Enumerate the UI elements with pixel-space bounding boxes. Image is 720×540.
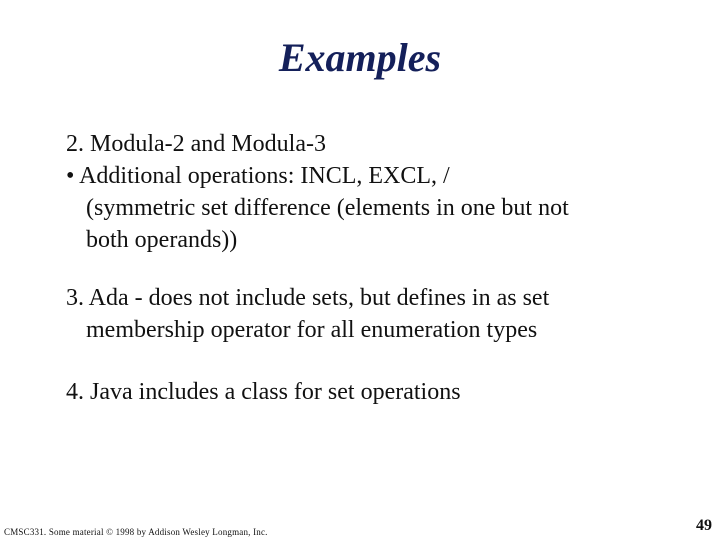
page-number: 49 [696, 517, 712, 534]
item-java-line1: 4. Java includes a class for set operations [66, 379, 461, 405]
item-modula-heading: 2. Modula-2 and Modula-3 [66, 131, 326, 157]
spacer [66, 256, 706, 282]
item-modula-bullet: • Additional operations: INCL, EXCL, / [66, 163, 450, 189]
item-modula-cont2: both operands)) [86, 227, 238, 253]
slide-title: Examples [278, 35, 442, 80]
slide-footer: CMSC331. Some material © 1998 by Addison Wesley Longman, Inc. [4, 527, 268, 537]
item-ada-line2: membership operator for all enumeration types [86, 317, 538, 343]
item-modula-cont1: (symmetric set difference (elements in one but not [86, 195, 569, 221]
slide-body [66, 128, 706, 408]
spacer [66, 346, 706, 376]
item-ada-line1: 3. Ada - does not include sets, but defines in as set [66, 285, 550, 311]
